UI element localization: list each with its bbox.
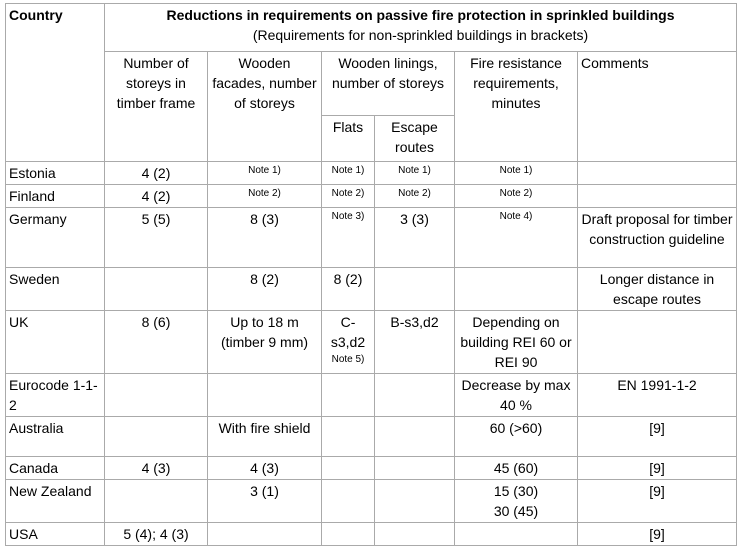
row-facades: Note 2): [208, 185, 322, 208]
row-country: Australia: [6, 417, 105, 457]
row-comments: Draft proposal for timber construction guideline: [578, 208, 737, 268]
row-flats: [322, 480, 375, 523]
row-escape: [375, 417, 455, 457]
row-storeys: 8 (6): [105, 311, 208, 374]
header-linings: Wooden linings, number of storeys: [322, 52, 455, 116]
row-flats: [322, 457, 375, 480]
row-escape: [375, 374, 455, 417]
row-flats: [322, 417, 375, 457]
row-facades: 3 (1): [208, 480, 322, 523]
row-fire: [455, 268, 578, 311]
row-country: Eurocode 1-1-2: [6, 374, 105, 417]
row-facades: With fire shield: [208, 417, 322, 457]
header-title-cell: [105, 4, 737, 52]
row-flats: [322, 374, 375, 417]
row-country: UK: [6, 311, 105, 374]
row-storeys: [105, 417, 208, 457]
row-flats: C-s3,d2: [330, 314, 366, 350]
row-facades: 8 (3): [208, 208, 322, 268]
row-flats: Note 2): [322, 185, 375, 208]
row-storeys: [105, 268, 208, 311]
row-escape: 3 (3): [375, 208, 455, 268]
row-facades: Up to 18 m (timber 9 mm): [208, 311, 322, 374]
row-country: USA: [6, 523, 105, 546]
row-flats: [322, 523, 375, 546]
row-fire-2: 30 (45): [493, 503, 539, 519]
row-comments: [9]: [578, 457, 737, 480]
table-title: Reductions in requirements on passive fire protection in sprinkled buildings: [166, 7, 675, 23]
table-row: [6, 457, 737, 480]
header-country: Country: [6, 4, 105, 162]
table-row: [6, 417, 737, 457]
header-escape: Escape routes: [375, 116, 455, 162]
row-comments: [578, 311, 737, 374]
row-escape: [375, 523, 455, 546]
header-comments: Comments: [578, 52, 737, 162]
row-comments: [578, 162, 737, 185]
row-flats: Note 3): [322, 208, 375, 268]
row-country: Estonia: [6, 162, 105, 185]
fire-protection-table: [5, 3, 737, 546]
header-row-2: [6, 52, 737, 116]
row-country: Germany: [6, 208, 105, 268]
row-facades: Note 1): [208, 162, 322, 185]
row-fire: Decrease by max 40 %: [455, 374, 578, 417]
row-storeys: 5 (5): [105, 208, 208, 268]
row-comments: [578, 185, 737, 208]
row-flats: 8 (2): [322, 268, 375, 311]
row-facades: 8 (2): [208, 268, 322, 311]
row-fire: 60 (>60): [455, 417, 578, 457]
row-fire: Note 1): [455, 162, 578, 185]
row-fire: 15 (30): [493, 483, 539, 499]
row-comments: Longer distance in escape routes: [578, 268, 737, 311]
row-fire: Depending on building REI 60 or REI 90: [455, 311, 578, 374]
table-row: [6, 208, 737, 268]
table-row: [6, 374, 737, 417]
row-facades: 4 (3): [208, 457, 322, 480]
row-country: New Zealand: [6, 480, 105, 523]
table-row: [6, 523, 737, 546]
table-row: [6, 480, 737, 523]
header-fire: Fire resistance requirements, minutes: [455, 52, 578, 162]
row-storeys: 4 (2): [105, 185, 208, 208]
row-facades: [208, 523, 322, 546]
row-storeys: [105, 374, 208, 417]
row-comments: [9]: [578, 417, 737, 457]
row-comments: EN 1991-1-2: [578, 374, 737, 417]
row-flats: Note 1): [322, 162, 375, 185]
row-fire: [455, 523, 578, 546]
row-escape: Note 1): [375, 162, 455, 185]
table-row: [6, 162, 737, 185]
row-comments: [9]: [578, 523, 737, 546]
row-escape: [375, 457, 455, 480]
row-storeys: 4 (2): [105, 162, 208, 185]
table-row: [6, 311, 737, 374]
row-comments: [9]: [578, 480, 737, 523]
row-country: Finland: [6, 185, 105, 208]
row-country: Canada: [6, 457, 105, 480]
header-storeys: Number of storeys in timber frame: [105, 52, 208, 162]
header-flats: Flats: [322, 116, 375, 162]
row-storeys: 4 (3): [105, 457, 208, 480]
row-fire: 45 (60): [455, 457, 578, 480]
row-fire: Note 4): [455, 208, 578, 268]
table-row: [6, 185, 737, 208]
row-escape: [375, 480, 455, 523]
row-escape: B-s3,d2: [375, 311, 455, 374]
table-row: [6, 268, 737, 311]
row-storeys: 5 (4); 4 (3): [105, 523, 208, 546]
row-escape: [375, 268, 455, 311]
header-row-1: [6, 4, 737, 52]
table-subtitle: (Requirements for non-sprinkled buildings in brackets): [252, 27, 589, 43]
row-country: Sweden: [6, 268, 105, 311]
row-flats-note: Note 5): [331, 354, 365, 365]
row-flats-cell: [322, 311, 375, 374]
row-fire-cell: [455, 480, 578, 523]
row-escape: Note 2): [375, 185, 455, 208]
row-facades: [208, 374, 322, 417]
row-fire: Note 2): [455, 185, 578, 208]
header-facades: Wooden facades, number of storeys: [208, 52, 322, 162]
row-storeys: [105, 480, 208, 523]
